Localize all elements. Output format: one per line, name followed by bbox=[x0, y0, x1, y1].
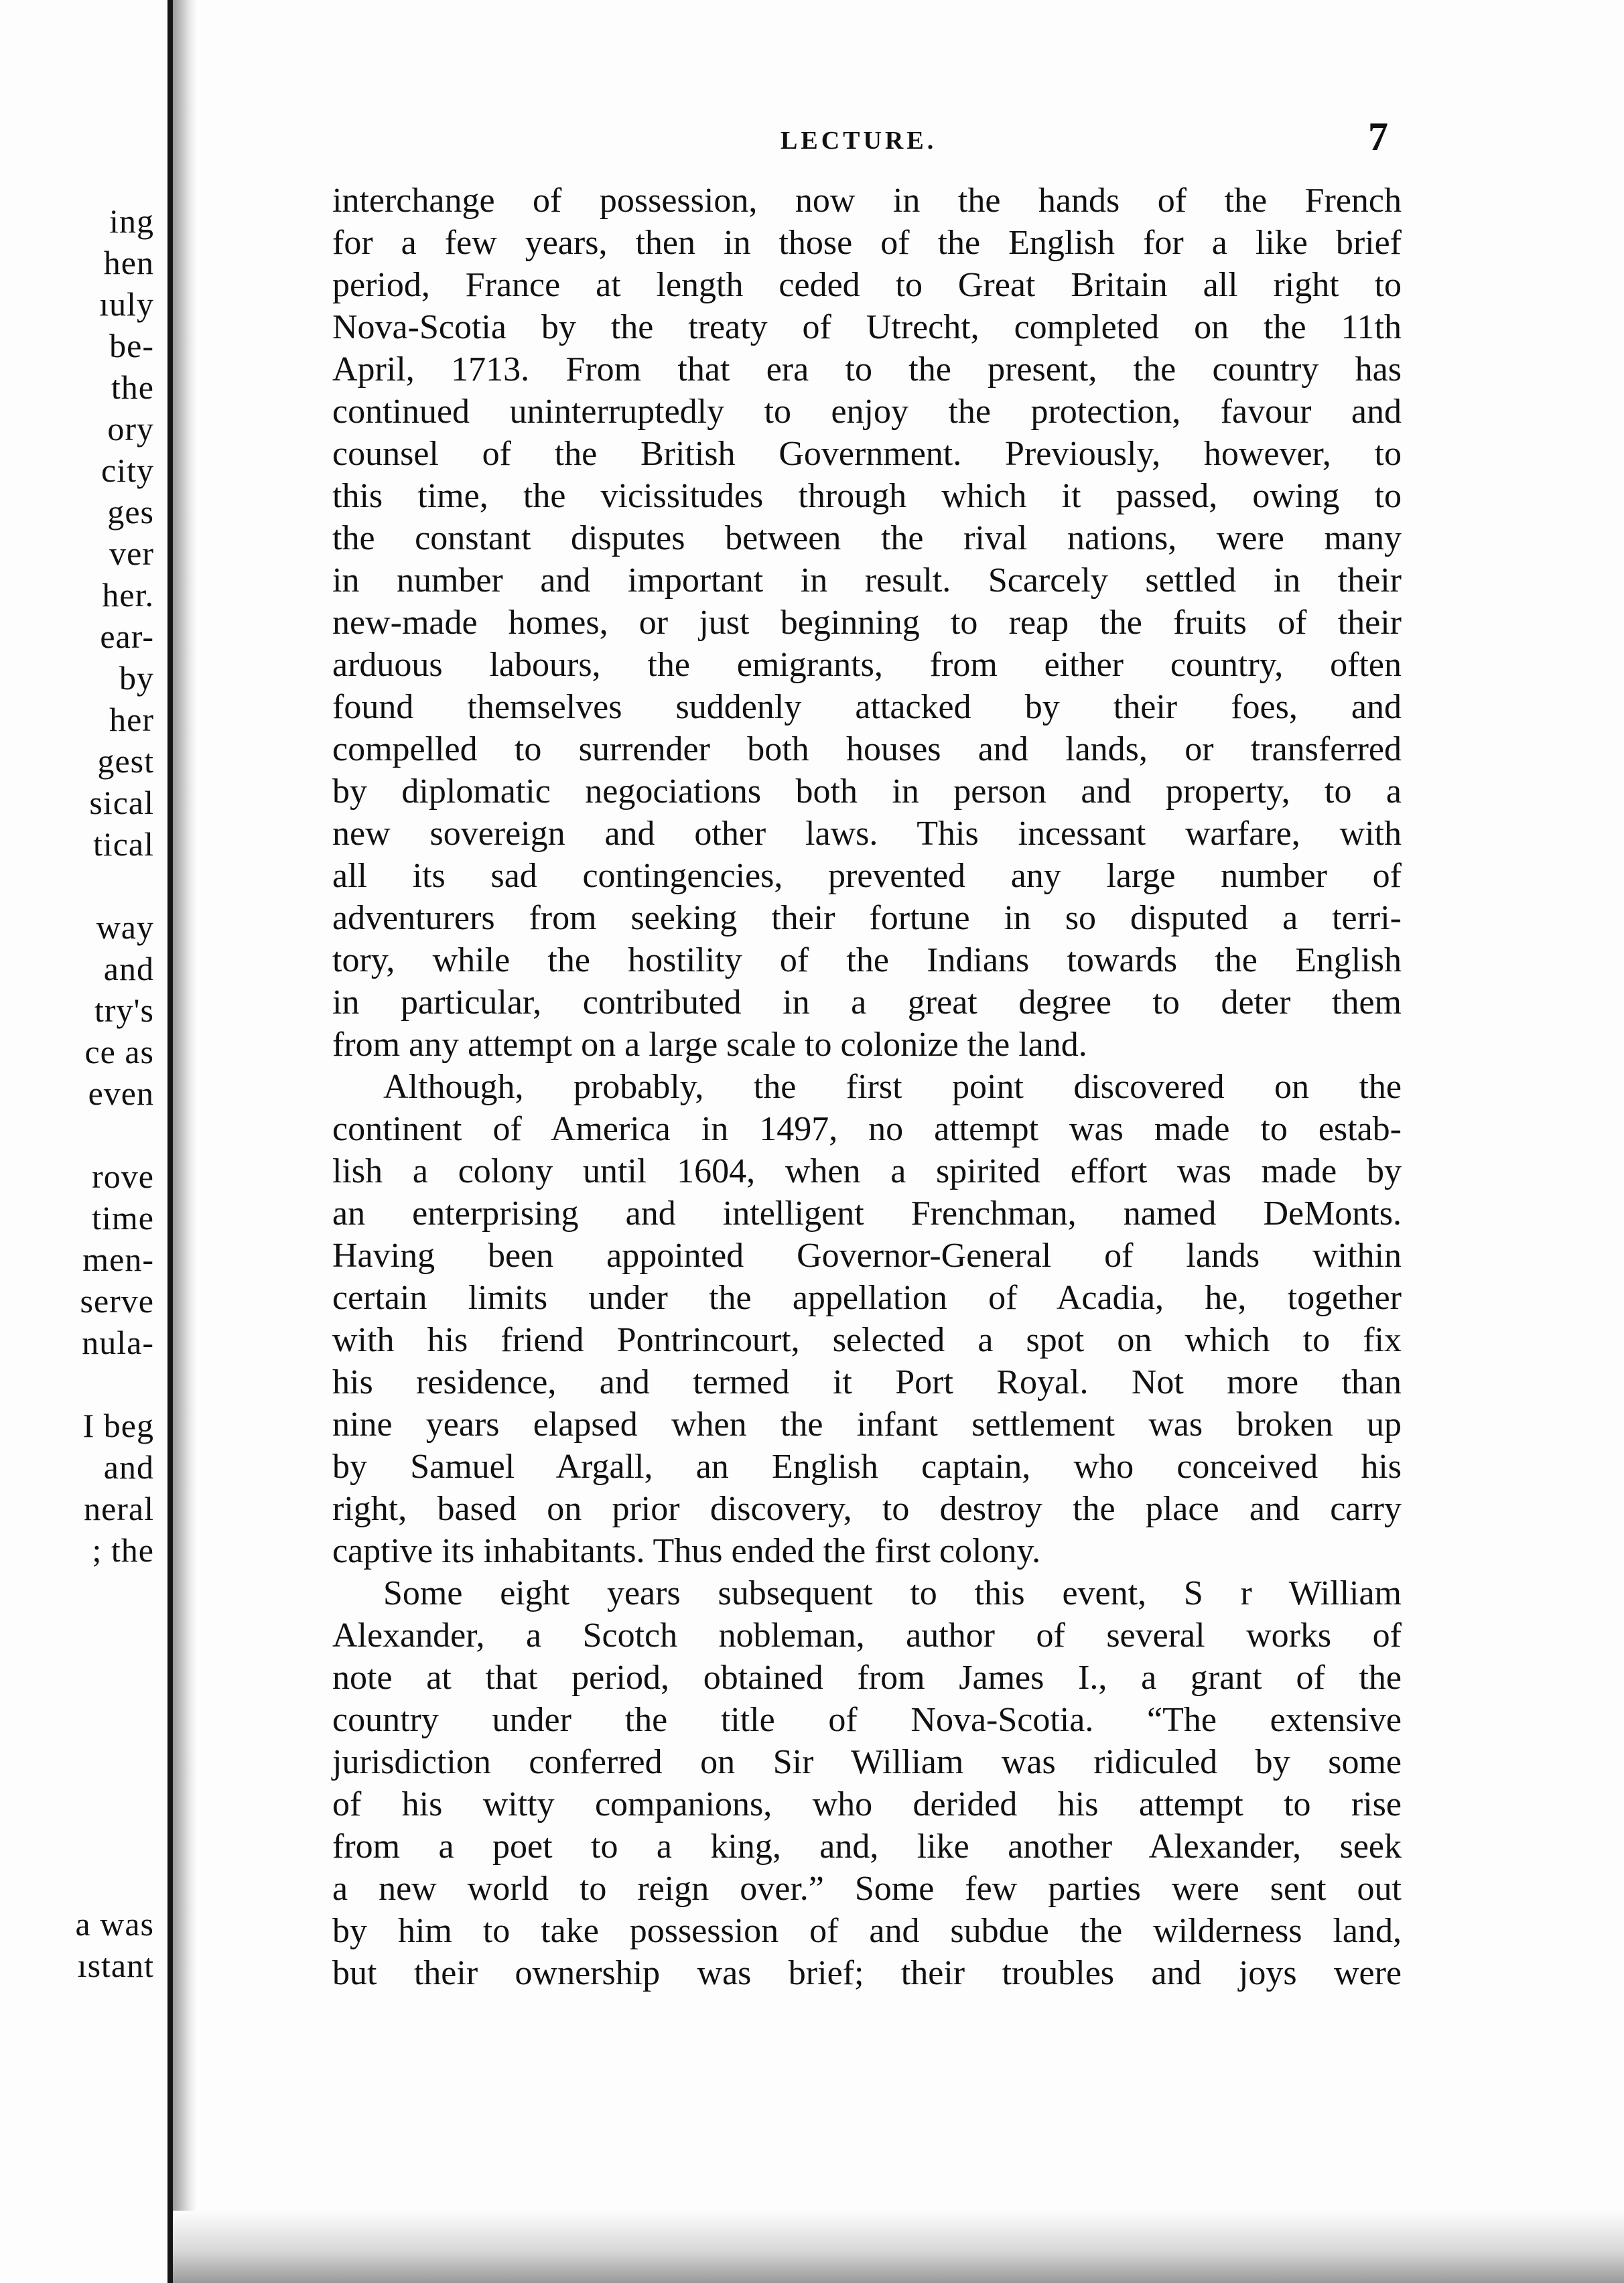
fragment-line: ce as bbox=[84, 1033, 154, 1070]
text-line: this time, the vicissitudes through which it passed, owing to bbox=[332, 477, 1402, 515]
fragment-line: sical bbox=[89, 784, 154, 821]
text-line: period, France at length ceded to Great Britain all right to bbox=[332, 266, 1402, 304]
fragment-line: ory bbox=[107, 410, 154, 447]
text-line: by Samuel Argall, an English captain, who conceived his bbox=[332, 1448, 1402, 1486]
paragraph bbox=[332, 180, 1402, 1066]
fragment-line: hen bbox=[103, 244, 154, 281]
text-line: continued uninterruptedly to enjoy the protection, favour and bbox=[332, 393, 1402, 431]
text-line: in particular, contributed in a great degree to deter them bbox=[332, 983, 1402, 1022]
text-line: arduous labours, the emigrants, from either country, often bbox=[332, 646, 1402, 684]
text-line: the constant disputes between the rival nations, were many bbox=[332, 519, 1402, 557]
text-line: of his witty companions, who derided his attempt to rise bbox=[332, 1785, 1402, 1823]
fragment-line: ıuly bbox=[99, 285, 154, 323]
fragment-line: ing bbox=[109, 202, 154, 240]
paragraph bbox=[332, 1066, 1402, 1572]
fragment-line: time bbox=[92, 1199, 154, 1237]
text-line: all its sad contingencies, prevented any large number of bbox=[332, 857, 1402, 895]
fragment-line: by bbox=[119, 659, 154, 697]
fragment-line: serve bbox=[80, 1282, 154, 1320]
text-line: Although, probably, the first point discovered on the bbox=[383, 1068, 1402, 1106]
text-line: interchange of possession, now in the hands of the French bbox=[332, 182, 1402, 220]
running-title: LECTURE. bbox=[781, 127, 937, 155]
text-line: in number and important in result. Scarcely settled in their bbox=[332, 561, 1402, 600]
page-bottom-shadow bbox=[173, 2211, 1624, 2283]
fragment-line: city bbox=[101, 452, 154, 489]
text-line: from a poet to a king, and, like another Alexander, seek bbox=[332, 1827, 1402, 1866]
paragraph bbox=[332, 1572, 1402, 1994]
text-line: certain limits under the appellation of Acadia, he, together bbox=[332, 1279, 1402, 1317]
fragment-line: the bbox=[111, 368, 154, 406]
text-line: Some eight years subsequent to this event, S r William bbox=[383, 1574, 1402, 1612]
text-line: lish a colony until 1604, when a spirited effort was made by bbox=[332, 1152, 1402, 1190]
text-line: by diplomatic negociations both in person and property, to a bbox=[332, 772, 1402, 811]
fragment-line: even bbox=[88, 1075, 154, 1112]
text-line: an enterprising and intelligent Frenchman, named DeMonts. bbox=[332, 1194, 1402, 1233]
fragment-line: be- bbox=[109, 327, 154, 364]
text-line: Alexander, a Scotch nobleman, author of several works of bbox=[332, 1616, 1402, 1655]
text-line: new sovereign and other laws. This incessant warfare, with bbox=[332, 815, 1402, 853]
gutter-shadow bbox=[173, 0, 197, 2283]
page-gutter bbox=[167, 0, 173, 2283]
fragment-line: tical bbox=[92, 825, 154, 863]
fragment-line: try's bbox=[94, 991, 154, 1029]
text-line: right, based on prior discovery, to destroy the place and carry bbox=[332, 1490, 1402, 1528]
text-line: captive its inhabitants. Thus ended the first colony. bbox=[332, 1532, 1041, 1570]
text-line: Having been appointed Governor-General of lands within bbox=[332, 1237, 1402, 1275]
text-line: note at that period, obtained from James I., a grant of the bbox=[332, 1659, 1402, 1697]
text-line: found themselves suddenly attacked by their foes, and bbox=[332, 688, 1402, 726]
fragment-line: rove bbox=[92, 1158, 154, 1195]
body-text bbox=[332, 180, 1402, 1994]
fragment-line: ıstant bbox=[77, 1947, 154, 1984]
fragment-line: I beg bbox=[82, 1407, 154, 1444]
fragment-line: ; the bbox=[92, 1531, 154, 1569]
text-line: by him to take possession of and subdue the wilderness land, bbox=[332, 1912, 1402, 1950]
fragment-line: way bbox=[96, 908, 154, 946]
fragment-line: her. bbox=[102, 576, 154, 614]
adjacent-page-fragment bbox=[0, 201, 161, 2010]
fragment-line: and bbox=[103, 1448, 154, 1486]
text-line: a new world to reign over.” Some few parties were sent out bbox=[332, 1870, 1402, 1908]
text-line: jurisdiction conferred on Sir William was ridiculed by some bbox=[332, 1743, 1402, 1781]
text-line: but their ownership was brief; their troubles and joys were bbox=[332, 1954, 1402, 1992]
fragment-line: gest bbox=[97, 742, 154, 780]
fragment-line: ges bbox=[107, 493, 154, 531]
text-line: tory, while the hostility of the Indians towards the English bbox=[332, 941, 1402, 979]
fragment-line: a was bbox=[75, 1905, 154, 1943]
fragment-line: men- bbox=[82, 1241, 154, 1278]
text-line: adventurers from seeking their fortune in so disputed a terri- bbox=[332, 899, 1402, 937]
text-line: for a few years, then in those of the English for a like brief bbox=[332, 224, 1402, 262]
text-line: his residence, and termed it Port Royal. Not more than bbox=[332, 1363, 1402, 1401]
text-line: Nova-Scotia by the treaty of Utrecht, completed on the 11th bbox=[332, 308, 1402, 346]
text-line: nine years elapsed when the infant settlement was broken up bbox=[332, 1405, 1402, 1444]
fragment-line: neral bbox=[84, 1490, 154, 1527]
text-line: continent of America in 1497, no attempt was made to estab- bbox=[332, 1110, 1402, 1148]
fragment-line: and bbox=[103, 950, 154, 987]
text-line: from any attempt on a large scale to colonize the land. bbox=[332, 1026, 1087, 1064]
page-number: 7 bbox=[1368, 115, 1388, 159]
text-line: new-made homes, or just beginning to reap the fruits of their bbox=[332, 604, 1402, 642]
text-line: country under the title of Nova-Scotia. “The extensive bbox=[332, 1701, 1402, 1739]
text-line: April, 1713. From that era to the present, the country has bbox=[332, 350, 1402, 389]
text-line: compelled to surrender both houses and lands, or transferred bbox=[332, 730, 1402, 768]
text-line: with his friend Pontrincourt, selected a spot on which to fix bbox=[332, 1321, 1402, 1359]
text-line: counsel of the British Government. Previously, however, to bbox=[332, 435, 1402, 473]
fragment-line: nula- bbox=[82, 1324, 154, 1361]
fragment-line: her bbox=[109, 701, 154, 738]
fragment-line: ear- bbox=[100, 618, 154, 655]
fragment-line: ver bbox=[109, 535, 154, 572]
